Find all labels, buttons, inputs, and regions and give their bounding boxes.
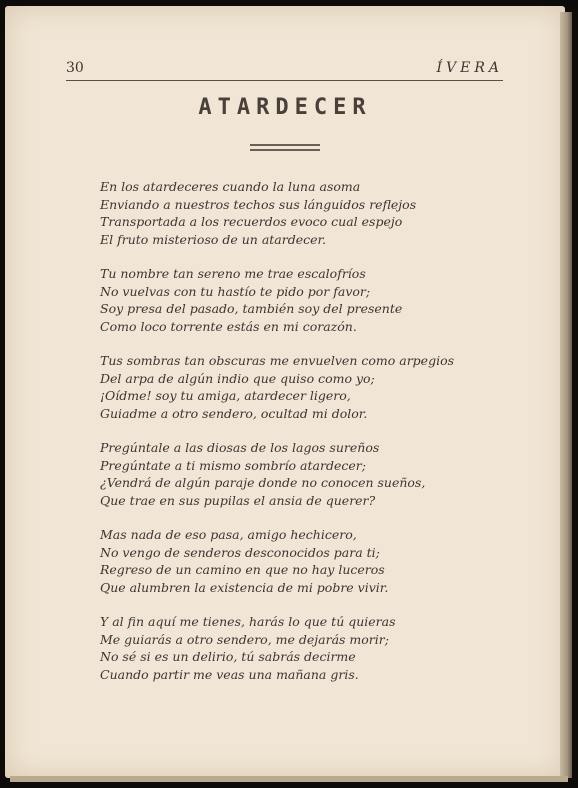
verse-line: Que alumbren la existencia de mi pobre vivir. bbox=[100, 579, 389, 595]
verse-line: No sé si es un delirio, tú sabrás decirme bbox=[100, 649, 356, 664]
verse-line: Pregúntale a las diosas de los lagos sureños bbox=[100, 440, 380, 455]
verse-line: Como loco torrente estás en mi corazón. bbox=[100, 318, 357, 334]
stanza bbox=[100, 352, 480, 422]
verse-line: El fruto misterioso de un atardecer. bbox=[100, 231, 327, 247]
stanza bbox=[100, 178, 480, 248]
verse-line: Cuando partir me veas una mañana gris. bbox=[100, 666, 359, 682]
verse-line: Del arpa de algún indio que quiso como yo; bbox=[100, 370, 375, 386]
verse-line: Que trae en sus pupilas el ansia de querer? bbox=[100, 492, 376, 508]
running-head: ÍVERA bbox=[436, 60, 503, 76]
stanza bbox=[100, 265, 480, 335]
page-header bbox=[66, 60, 503, 81]
verse-line: Mas nada de eso pasa, amigo hechicero, bbox=[100, 527, 357, 542]
verse-line: Regreso de un camino en que no hay luceros bbox=[100, 562, 385, 577]
verse-line: No vengo de senderos desconocidos para ti; bbox=[100, 544, 380, 560]
verse-line: Tus sombras tan obscuras me envuelven como arpegios bbox=[100, 353, 455, 368]
title-ornament-rule bbox=[250, 144, 320, 151]
stanza bbox=[100, 439, 480, 509]
verse-line: Soy presa del pasado, también soy del presente bbox=[100, 301, 403, 316]
page-number: 30 bbox=[66, 60, 84, 76]
verse-line: Tu nombre tan sereno me trae escalofríos bbox=[100, 266, 366, 281]
page-edge-bottom bbox=[10, 776, 568, 782]
verse-line: Transportada a los recuerdos evoco cual espejo bbox=[100, 214, 403, 229]
verse-line: Enviando a nuestros techos sus lánguidos reflejos bbox=[100, 196, 417, 212]
page-edge-right bbox=[560, 12, 572, 778]
stanza bbox=[100, 613, 480, 683]
poem-body bbox=[100, 178, 480, 700]
verse-line: No vuelvas con tu hastío te pido por favor; bbox=[100, 283, 371, 299]
verse-line: ¡Oídme! soy tu amiga, atardecer ligero, bbox=[100, 388, 351, 403]
verse-line: ¿Vendrá de algún paraje donde no conocen sueños, bbox=[100, 475, 426, 490]
verse-line: Me guiarás a otro sendero, me dejarás morir; bbox=[100, 631, 389, 647]
poem-title: ATARDECER bbox=[198, 95, 372, 120]
verse-line: Guiadme a otro sendero, ocultad mi dolor. bbox=[100, 405, 368, 421]
verse-line: En los atardeceres cuando la luna asoma bbox=[100, 179, 361, 194]
verse-line: Pregúntate a ti mismo sombrío atardecer; bbox=[100, 457, 366, 473]
verse-line: Y al fin aquí me tienes, harás lo que tú quieras bbox=[100, 614, 396, 629]
stanza bbox=[100, 526, 480, 596]
